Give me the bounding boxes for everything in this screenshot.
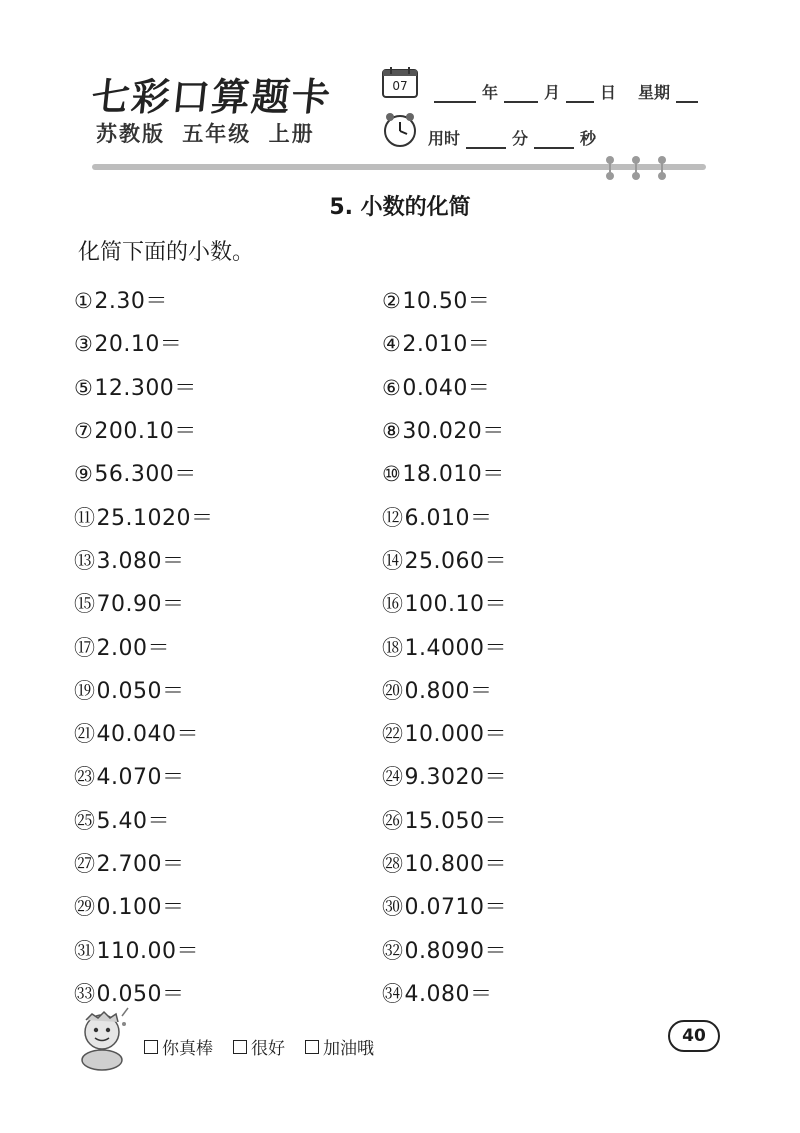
problem-row [74, 321, 714, 364]
seconds-blank[interactable] [534, 133, 574, 149]
problem-item [382, 804, 507, 835]
day-blank[interactable] [566, 87, 594, 103]
problem-number: ㉜ [382, 938, 404, 963]
problem-number: ⑲ [74, 678, 96, 703]
problem-expression: 25.1020＝ [96, 505, 214, 531]
problem-item [382, 501, 492, 532]
problem-row [74, 451, 714, 494]
problem-expression: 0.8090＝ [404, 938, 507, 964]
checkbox[interactable] [233, 1040, 247, 1054]
problem-expression: 2.00＝ [96, 635, 170, 661]
problem-number: ㉝ [74, 981, 96, 1006]
problem-row [74, 538, 714, 581]
problem-expression: 0.800＝ [404, 678, 493, 704]
year-blank[interactable] [434, 87, 476, 103]
problem-item [74, 804, 382, 835]
problem-item [382, 934, 507, 965]
problem-item [382, 544, 507, 575]
problem-number: ㉙ [74, 895, 96, 920]
problem-row [74, 754, 714, 797]
problem-expression: 110.00＝ [96, 938, 199, 964]
problem-row [74, 841, 714, 884]
problem-item [382, 847, 507, 878]
problem-item [74, 414, 382, 445]
calendar-icon [382, 66, 418, 98]
problem-number: ① [74, 289, 94, 314]
problem-number: ⑨ [74, 462, 94, 487]
problem-expression: 18.010＝ [402, 462, 505, 488]
problem-expression: 6.010＝ [404, 505, 493, 531]
section-title: 5. 小数的化简 [329, 195, 471, 220]
binder-ring [632, 156, 640, 180]
problem-item [382, 631, 507, 662]
date-fields [428, 80, 704, 103]
rating-option-good[interactable] [233, 1034, 285, 1059]
problem-expression: 4.080＝ [404, 981, 493, 1007]
problem-number: ⑪ [74, 505, 96, 530]
problem-number: ⑮ [74, 592, 96, 617]
problem-row [74, 624, 714, 667]
problem-item [74, 890, 382, 921]
clock-icon [382, 112, 418, 148]
problem-expression: 9.3020＝ [404, 765, 507, 791]
problem-expression: 20.10＝ [94, 332, 183, 358]
checkbox[interactable] [144, 1040, 158, 1054]
binder-ring [658, 156, 666, 180]
weekday-label: 星期 [638, 83, 671, 102]
problem-number: ㉗ [74, 852, 96, 876]
problem-number: ③ [74, 332, 94, 357]
problem-number: ② [382, 289, 402, 314]
problem-number: ㉑ [74, 722, 96, 747]
problem-row [74, 798, 714, 841]
year-label: 年 [482, 83, 499, 102]
problem-expression: 10.800＝ [404, 852, 507, 877]
problem-number: ⑳ [382, 678, 404, 703]
problem-expression: 200.10＝ [94, 419, 197, 445]
problem-row [74, 365, 714, 408]
problem-row [74, 668, 714, 711]
problem-number: ⑰ [74, 635, 96, 660]
problem-number: ⑥ [382, 375, 402, 400]
problem-number: ㉔ [382, 765, 404, 790]
problem-row [74, 494, 714, 537]
problem-number: ㉘ [382, 852, 404, 876]
instruction-text: 化简下面的小数。 [78, 240, 255, 265]
problem-item [382, 414, 505, 445]
mascot-illustration [72, 1006, 134, 1072]
problem-expression: 2.30＝ [94, 289, 168, 315]
problem-expression: 12.300＝ [94, 375, 197, 401]
problem-number: ⑤ [74, 375, 94, 400]
problem-expression: 0.040＝ [402, 375, 491, 401]
page-number: 40 [668, 1020, 720, 1052]
problem-item [382, 977, 492, 1008]
problem-number: ㉕ [74, 808, 96, 833]
problem-row [74, 971, 714, 1014]
problem-row [74, 581, 714, 624]
rating-label: 你真棒 [162, 1039, 213, 1059]
problem-item [382, 457, 505, 488]
problem-number: ⑦ [74, 419, 94, 444]
time-fields [428, 126, 596, 149]
problem-number: ⑩ [382, 462, 402, 487]
rating-label: 很好 [251, 1039, 285, 1059]
problem-number: ㉞ [382, 981, 404, 1006]
month-blank[interactable] [504, 87, 538, 103]
problem-expression: 3.080＝ [96, 548, 185, 574]
problem-item [382, 371, 490, 402]
problem-number: ⑱ [382, 635, 404, 660]
problem-expression: 30.020＝ [402, 419, 505, 445]
problem-item [74, 934, 382, 965]
problem-item [382, 587, 507, 618]
problem-expression: 0.0710＝ [404, 895, 507, 921]
problem-row [74, 884, 714, 927]
problem-item [74, 371, 382, 402]
problem-expression: 70.90＝ [96, 592, 185, 618]
problem-number: ⑭ [382, 548, 404, 573]
problem-item [382, 890, 507, 921]
self-rating-options [144, 1034, 394, 1059]
brand-title: 七彩口算题卡 [89, 74, 335, 119]
problem-number: ㉚ [382, 895, 404, 920]
problem-item [74, 544, 382, 575]
problem-expression: 5.40＝ [96, 808, 170, 834]
problem-item [74, 847, 382, 878]
problem-row [74, 408, 714, 451]
problem-number: ⑧ [382, 419, 402, 444]
month-label: 月 [544, 83, 561, 102]
problem-item [382, 327, 490, 358]
rating-label: 加油哦 [323, 1039, 374, 1059]
problem-number: ㉛ [74, 938, 96, 963]
problem-item [74, 327, 382, 358]
problem-expression: 56.300＝ [94, 462, 197, 488]
checkbox[interactable] [305, 1040, 319, 1054]
problem-item [74, 674, 382, 705]
problem-expression: 25.060＝ [404, 548, 507, 574]
problem-item [382, 674, 492, 705]
problem-item [74, 631, 382, 662]
problem-number: ⑫ [382, 505, 404, 530]
problem-row [74, 278, 714, 321]
problem-number: ④ [382, 332, 402, 357]
time-used-label: 用时 [428, 129, 461, 148]
problem-row [74, 927, 714, 970]
problem-expression: 2.700＝ [96, 852, 185, 877]
binder-ring [606, 156, 614, 180]
problem-expression: 0.100＝ [96, 895, 185, 921]
problem-expression: 0.050＝ [96, 678, 185, 704]
edition-label: 苏教版 五年级 上册 [96, 122, 315, 146]
problem-item [74, 457, 382, 488]
problem-expression: 10.000＝ [404, 722, 507, 748]
problem-list [74, 278, 714, 1014]
problem-item [74, 760, 382, 791]
minutes-blank[interactable] [466, 133, 506, 149]
problem-number: ⑬ [74, 548, 96, 573]
minute-label: 分 [512, 129, 529, 148]
problem-item [382, 717, 507, 748]
problem-number: ⑯ [382, 592, 404, 617]
weekday-blank[interactable] [676, 87, 698, 103]
second-label: 秒 [580, 129, 597, 148]
problem-expression: 1.4000＝ [404, 635, 507, 661]
problem-number: ㉖ [382, 808, 404, 833]
problem-row [74, 711, 714, 754]
problem-item [382, 760, 507, 791]
problem-expression: 2.010＝ [402, 332, 491, 358]
problem-item [74, 501, 382, 532]
day-label: 日 [600, 83, 617, 102]
problem-item [74, 587, 382, 618]
problem-number: ㉒ [382, 722, 404, 747]
problem-item [74, 717, 382, 748]
rating-option-keep-going[interactable] [305, 1034, 374, 1059]
problem-expression: 4.070＝ [96, 765, 185, 791]
problem-number: ㉓ [74, 765, 96, 790]
problem-expression: 10.50＝ [402, 289, 491, 315]
problem-item [74, 284, 382, 315]
problem-item [74, 977, 382, 1008]
calendar-day: 07 [392, 79, 408, 93]
problem-expression: 15.050＝ [404, 808, 507, 834]
problem-expression: 40.040＝ [96, 722, 199, 748]
problem-item [382, 284, 490, 315]
problem-expression: 0.050＝ [96, 981, 185, 1007]
rating-option-great[interactable] [144, 1034, 213, 1059]
problem-expression: 100.10＝ [404, 592, 507, 618]
